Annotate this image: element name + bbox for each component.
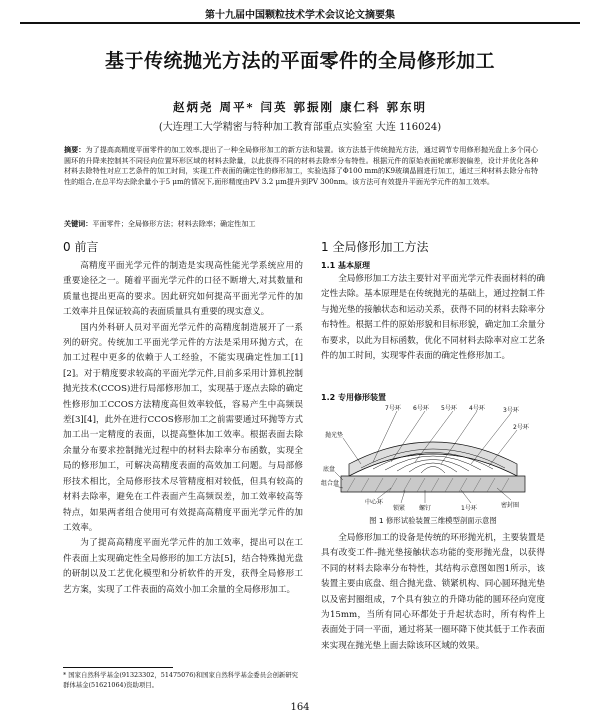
label-base: 底盘 (323, 466, 336, 473)
section-heading-intro: 0 前言 (63, 240, 99, 254)
left-column-body (63, 259, 303, 598)
label-ring-1: 1号环 (461, 505, 477, 512)
label-ring-4: 4号环 (469, 405, 485, 412)
label-ring-7: 7号环 (385, 405, 401, 412)
figure-1-device-diagram (321, 402, 545, 512)
label-ring-6: 6号环 (413, 405, 429, 412)
running-header: 第十九届中国颗粒技术学术会议论文摘要集 (205, 10, 395, 21)
subsection-heading-device: 1.2 专用修形装置 (321, 393, 386, 402)
affiliation: (大连理工大学精密与特种加工教育部重点实验室 大连 116024) (158, 122, 442, 133)
subsection-heading-principle: 1.1 基本原理 (321, 261, 370, 270)
principle-text: 全局修形加工方法主要针对平面光学元件表面材料的确定性去除。基本原理是在传统抛光的基础上，通过控制工件与抛光垫的接触状态和运动关系，获得不同的材料去除率分布特性。根据工件的原始形貌和目标形貌，确定加工余量分布要求，以此为目标函数，优化不同材料去除率对应工艺条件的加工时间，实现零件表面的确定性修形加工。 (321, 274, 545, 362)
label-polishing-pad: 抛光垫 (325, 432, 344, 439)
intro-paragraph: 高精度平面光学元件的制造是实现高性能光学系统应用的重要途径之一。随着平面光学元件的口径不断增大,对其数量和质量也提出更高的要求。因此研究如何提高平面光学元件的加工效率并且保证较高的表面质量具有重要的现实意义。 (63, 261, 303, 318)
label-ring-5: 5号环 (441, 405, 457, 412)
abstract-text: 为了提高高精度平面零件的加工效率,提出了一种全局修形加工的新方法和装置。该方法基于传统抛光方法，通过调节专用修形抛光盘上多个同心圆环的升降来控制其不同径向位置环形区域的材料去除量，以此获得不同的材料去除率分布特性。根据元件的原始表面轮廓形貌偏差，设计并优化各种材料去除特性对应工艺条件的加工时间，实现工件表面的确定性的修形加工，实验选择了Φ100 mm的K9玻璃晶圆进行加工，通过三种材料去除分布特性的组合,在总平均去除余量小于5 μm的情况下,面形精度由PV 3.2 μm提升到PV 300nm。该方法可有效提升平面光学元件的加工效率。 (64, 145, 538, 186)
author-list: 赵炳尧 周平* 闫英 郭振刚 康仁科 郭东明 (172, 100, 428, 114)
keywords-text: 平面零件；全局修形方法；材料去除率；确定性加工 (92, 219, 256, 228)
device-paragraph (321, 531, 545, 654)
footnote: * 国家自然科学基金(91323302，51475076)和国家自然科学基金委员会创新研究群体基金(51621064)资助项目。 (63, 671, 299, 689)
label-seal: 密封圈 (501, 502, 520, 509)
section-heading-method: 1 全局修形加工方法 (321, 240, 429, 254)
intro-paragraph: 国内外科研人员对平面光学元件的高精度制造展开了一系列的研究。传统加工平面光学元件的方法是采用环抛方式，在加工过程中更多的依赖于人工经验，不能实现确定性加工[1][2]。对于精度要求较高的平面光学元件,目前多采用计算机控制抛光技术(CCOS)进行局部修形加工，实现基于逐点去除的确定性修形加工CCOS方法精度高但效率较低，容易产生中高频误差[3][4]，此外在进行CCOS修形加工之前需要通过环抛等方式加工出一定精度的表面，以提高整体加工效率。根据表面去除余量分布要求控制抛光过程中的材料去除率分布函数，实现全局的修形加工，可解决高精度表面的高效加工问题。与局部修形技术相比，全局修形技术尽管精度相对较低，但具有较高的材料去除率，避免在工件表面产生高频误差，加工效率较高等特点，如果两者组合使用可有效提高高精度平面光学元件的加工效率。 (63, 322, 303, 533)
label-center-ring: 中心环 (365, 499, 384, 506)
abstract (64, 145, 538, 187)
page-number: 164 (290, 702, 310, 713)
paper-title: 基于传统抛光方法的平面零件的全局修形加工 (104, 50, 495, 72)
principle-paragraph (321, 272, 545, 364)
label-ring-3: 3号环 (503, 407, 519, 414)
keywords-label: 关键词： (64, 219, 93, 228)
header-rule (20, 22, 580, 24)
device-text: 全局修形加工的设备是传统的环形抛光机，主要装置是具有改变工件-抛光垫接触状态功能的变形抛光盘，以获得不同的材料去除率分布特性，其结构示意图如图1所示，该装置主要由底盘、组合抛光盘、锁紧机构、同心圆环抛光垫以及密封圈组成，7个具有独立的升降功能的圆环径向宽度为15mm，当所有同心环都处于升起状态时，所有构件上表面处于同一平面，通过将某一圈环降下使其低于工作表面来实现在抛光垫上面去除该环区域的效果。 (321, 533, 545, 651)
abstract-label: 摘要： (64, 145, 86, 154)
label-lock: 锁紧 (393, 505, 406, 512)
footnote-rule (63, 667, 173, 668)
figure-1-caption: 图 1 修形试验装置三维模型剖面示意图 (369, 516, 497, 525)
label-ring-2: 2号环 (513, 424, 529, 431)
label-combo-disc: 组合盘 (321, 480, 340, 487)
keywords (64, 219, 538, 229)
intro-paragraph: 为了提高高精度平面光学元件的加工效率，提出可以在工件表面上实现确定性全局修形的加工方法[5]，结合特殊抛光盘的研制以及工艺优化模型和分析软件的开发，获得全局修形工艺方案，实现了工件表面的高效小加工余量的全局修形加工。 (63, 538, 303, 595)
label-bolt: 螺钉 (419, 505, 432, 512)
